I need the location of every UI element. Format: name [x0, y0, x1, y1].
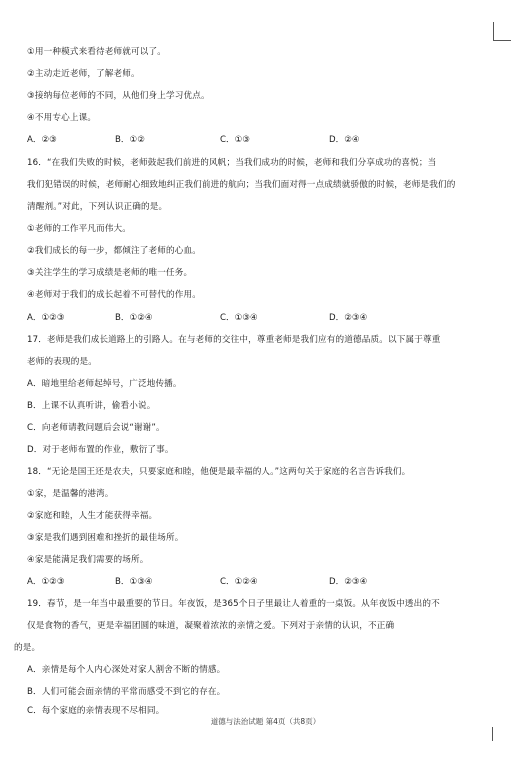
- q18-statement-1: ①家，是温馨的港湾。: [27, 489, 114, 499]
- q15-choice-d: D．②④: [329, 135, 360, 145]
- q15-option-1: ①用一种模式来看待老师就可以了。: [27, 47, 167, 57]
- q17-stem-line1: 17．老师是我们成长道路上的引路人。在与老师的交往中，尊重老师是我们应有的道德品质。以下属于尊重: [27, 335, 441, 345]
- q17-choice-c: C．向老师请教问题后会说“谢谢”。: [27, 423, 165, 433]
- q19-choice-c: C．每个家庭的亲情表现不尽相同。: [27, 706, 165, 716]
- q15-option-2: ②主动走近老师，了解老师。: [27, 69, 140, 79]
- q16-stem-line2: 我们犯错误的时候，老师耐心细致地纠正我们前进的航向；当我们面对得一点成绩就骄傲的时候，老师是我们的: [27, 180, 456, 190]
- q15-choice-c: C．①③: [220, 135, 251, 145]
- crop-mark-top-right: [493, 22, 494, 40]
- q15-option-4: ④不用专心上课。: [27, 113, 97, 123]
- q16-statement-2: ②我们成长的每一步，都倾注了老师的心血。: [27, 246, 201, 256]
- q18-choice-c: C．①②④: [220, 577, 258, 587]
- q16-choice-a: A．①②③: [27, 313, 65, 323]
- q16-stem-line1: 16．“在我们失败的时候，老师鼓起我们前进的风帆；当我们成功的时候，老师和我们分享成功的喜悦；当: [27, 158, 437, 168]
- q17-stem-line2: 老师的表现的是。: [27, 357, 97, 367]
- q18-stem: 18．“无论是国王还是农夫，只要家庭和睦，他便是最幸福的人。”这两句关于家庭的名言告诉我们。: [27, 467, 411, 477]
- q19-stem-line2: 仅是食物的香气，更是幸福团圆的味道，凝聚着浓浓的亲情之爱。下列对于亲情的认识，不正确: [27, 621, 395, 631]
- q19-stem-line1: 19．春节，是一年当中最重要的节日。年夜饭，是365个日子里最让人着重的一桌饭。从年夜饭中透出的不: [27, 599, 440, 609]
- q18-choice-a: A．①②③: [27, 577, 65, 587]
- crop-mark-top-right-h: [493, 40, 511, 41]
- q15-choice-a: A．②③: [27, 135, 57, 145]
- q19-choice-b: B．人们可能会面亲情的平常而感受不到它的存在。: [27, 687, 226, 697]
- q17-choice-b: B．上课不认真听讲，偷看小说。: [27, 401, 156, 411]
- q16-choice-d: D．②③④: [329, 313, 368, 323]
- q18-choice-b: B．①③④: [115, 577, 153, 587]
- q16-statement-1: ①老师的工作平凡而伟大。: [27, 224, 132, 234]
- q16-statement-3: ③关注学生的学习成绩是老师的唯一任务。: [27, 268, 193, 278]
- q19-stem-line3: 的是。: [14, 643, 41, 653]
- q16-stem-line3: 清醒剂。”对此，下列认识正确的是。: [27, 202, 168, 212]
- q18-statement-3: ③家是我们遇到困难和挫折的最佳场所。: [27, 533, 184, 543]
- q15-choice-b: B．①②: [115, 135, 145, 145]
- q16-statement-4: ④老师对于我们的成长起着不可替代的作用。: [27, 290, 201, 300]
- q17-choice-d: D．对于老师布置的作业，敷衍了事。: [27, 445, 174, 455]
- q16-choice-c: C．①③④: [220, 313, 258, 323]
- q18-statement-2: ②家庭和睦，人生才能获得幸福。: [27, 511, 158, 521]
- q17-choice-a: A．暗地里给老师起绰号，广泛地传播。: [27, 379, 182, 389]
- crop-mark-bottom-right: [492, 727, 493, 741]
- page-footer: 道德与法治试题 第4页（共8页）: [210, 717, 321, 726]
- q18-statement-4: ④家是能满足我们需要的场所。: [27, 555, 149, 565]
- q16-choice-b: B．①②④: [115, 313, 153, 323]
- q18-choice-d: D．②③④: [329, 577, 368, 587]
- q15-option-3: ③接纳每位老师的不同，从他们身上学习优点。: [27, 91, 210, 101]
- q19-choice-a: A．亲情是每个人内心深处对家人割舍不断的情感。: [27, 665, 226, 675]
